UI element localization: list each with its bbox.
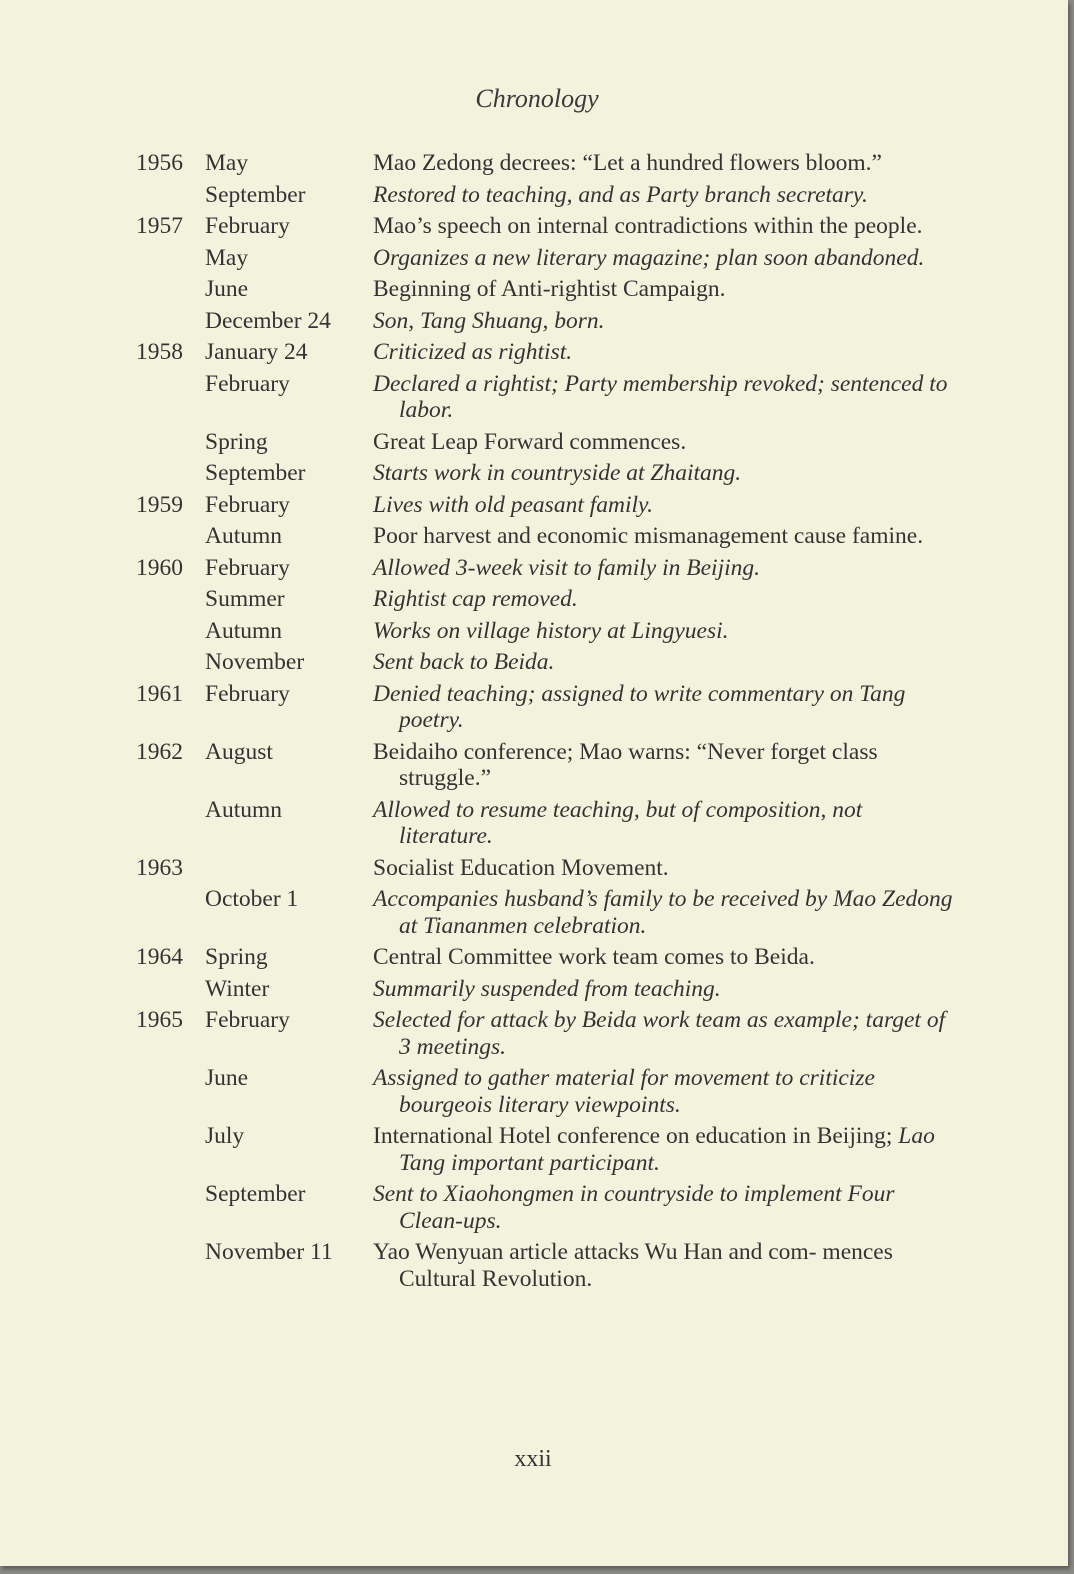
entry-event-text: Mao’s speech on internal contradictions within the people.	[373, 213, 923, 239]
entry-event-text: Denied teaching; assigned to write commentary on Tang poetry.	[373, 680, 906, 733]
entry-year: 1962	[136, 738, 183, 765]
entry-month: Autumn	[205, 523, 283, 549]
chronology-entry	[0, 681, 1000, 734]
entry-month: September	[205, 1181, 306, 1207]
entry-event-text: Mao Zedong decrees: “Let a hundred flowers bloom.”	[373, 150, 882, 176]
entry-event	[373, 182, 959, 209]
entry-month: Spring	[205, 428, 268, 455]
entry-event	[373, 1239, 959, 1292]
entry-event-text: Assigned to gather material for movement to criticize bourgeois literary viewpoints.	[373, 1065, 875, 1118]
entry-event	[373, 371, 959, 424]
entry-month: Autumn	[205, 796, 283, 823]
entry-event-text: Poor harvest and economic mismanagement cause famine.	[373, 523, 924, 549]
entry-event	[373, 1123, 959, 1176]
entry-event-text: Selected for attack by Beida work team as example; target of 3 meetings.	[373, 1007, 946, 1060]
entry-event	[373, 739, 959, 792]
entry-event	[373, 429, 959, 456]
chronology-entry	[0, 1239, 1000, 1292]
entry-event	[373, 797, 959, 850]
entry-event-text: Great Leap Forward commences.	[373, 428, 687, 455]
entry-year: 1964	[136, 944, 183, 970]
entry-event-text: Restored to teaching, and as Party branch secretary.	[373, 181, 868, 208]
entry-year: 1957	[136, 213, 183, 239]
entry-year: 1958	[136, 339, 183, 365]
chronology-entry	[0, 1123, 1000, 1176]
chronology-entry	[0, 429, 1000, 456]
entry-month: June	[205, 1065, 249, 1091]
entry-event-text: Central Committee work team comes to Beida.	[373, 944, 815, 970]
entry-event	[373, 523, 959, 550]
entry-month: February	[205, 1007, 290, 1033]
entry-month: February	[205, 680, 290, 707]
entry-event-text: Summarily suspended from teaching.	[373, 975, 721, 1002]
entry-event	[373, 276, 959, 303]
entry-event-text: Rightist cap removed.	[373, 586, 578, 612]
chronology-entry	[0, 213, 1000, 240]
entry-event-text: Declared a rightist; Party membership revoked; sentenced to labor.	[373, 370, 948, 423]
chronology-entry	[0, 460, 1000, 487]
entry-event	[373, 649, 959, 676]
entry-month: May	[205, 244, 249, 271]
entry-event	[373, 618, 959, 645]
entry-year: 1965	[136, 1007, 183, 1033]
chronology-entry	[0, 855, 1000, 882]
entry-year: 1963	[136, 854, 183, 881]
chronology-entry	[0, 739, 1000, 792]
entry-month: June	[205, 276, 249, 302]
entry-event	[373, 555, 959, 582]
entry-year: 1960	[136, 554, 183, 581]
entry-event	[373, 245, 959, 272]
chronology-entry	[0, 150, 1000, 177]
chronology-entry	[0, 886, 1000, 939]
entry-event	[373, 681, 959, 734]
entry-event-text: Criticized as rightist.	[373, 339, 573, 365]
entry-month: September	[205, 181, 306, 208]
entry-event	[373, 976, 959, 1003]
entry-month: Winter	[205, 975, 270, 1002]
chronology-entry	[0, 944, 1000, 971]
entry-event-text: Beidaiho conference; Mao warns: “Never forget class struggle.”	[373, 738, 878, 791]
entry-year: 1959	[136, 491, 183, 518]
entry-month: January 24	[205, 339, 308, 365]
entry-event-text: Works on village history at Lingyuesi.	[373, 617, 729, 644]
chronology-entry	[0, 245, 1000, 272]
entry-month: September	[205, 460, 306, 486]
chronology-entry	[0, 555, 1000, 582]
entry-event-text: Organizes a new literary magazine; plan soon abandoned.	[373, 244, 925, 271]
chronology-entry	[0, 523, 1000, 550]
entry-event	[373, 308, 959, 335]
chronology-entry	[0, 182, 1000, 209]
chronology-entry	[0, 276, 1000, 303]
chronology-entry	[0, 649, 1000, 676]
entry-event-text: Lives with old peasant family.	[373, 491, 654, 518]
entry-event	[373, 460, 959, 487]
entry-event	[373, 1065, 959, 1118]
chronology-list	[0, 150, 1000, 1297]
entry-month: Autumn	[205, 617, 283, 644]
entry-event	[373, 339, 959, 366]
entry-event-italic-text: Lao Tang important participant.	[399, 1123, 935, 1176]
entry-event-text: Socialist Education Movement.	[373, 854, 669, 881]
chronology-entry	[0, 339, 1000, 366]
chronology-entry	[0, 1181, 1000, 1234]
entry-event	[373, 150, 959, 177]
entry-event-text: Accompanies husband’s family to be received by Mao Zedong at Tiananmen celebration.	[373, 886, 953, 939]
entry-month: July	[205, 1123, 245, 1149]
entry-month: February	[205, 491, 290, 518]
entry-event	[373, 586, 959, 613]
entry-event	[373, 886, 959, 939]
entry-event	[373, 944, 959, 971]
page-number: xxii	[514, 1446, 552, 1472]
page-title: Chronology	[475, 84, 599, 113]
entry-event-text: Son, Tang Shuang, born.	[373, 307, 605, 334]
entry-month: February	[205, 213, 290, 239]
chronology-entry	[0, 1007, 1000, 1060]
entry-month: February	[205, 554, 290, 581]
entry-month: November	[205, 649, 305, 675]
entry-year: 1961	[136, 680, 183, 707]
chronology-entry	[0, 797, 1000, 850]
entry-event	[373, 213, 959, 240]
entry-event-text: Allowed to resume teaching, but of composition, not literature.	[373, 796, 863, 849]
entry-event-text: International Hotel conference on education in Beijing;	[373, 1123, 893, 1149]
entry-event	[373, 1181, 959, 1234]
entry-year: 1956	[136, 150, 183, 176]
entry-event-text: Yao Wenyuan article attacks Wu Han and com- mences Cultural Revolution.	[373, 1239, 893, 1292]
entry-month: August	[205, 738, 273, 765]
entry-event	[373, 492, 959, 519]
chronology-entry	[0, 308, 1000, 335]
entry-event	[373, 1007, 959, 1060]
entry-event-text: Sent back to Beida.	[373, 649, 555, 675]
entry-month: October 1	[205, 886, 299, 912]
chronology-entry	[0, 618, 1000, 645]
entry-month: November 11	[205, 1239, 333, 1265]
entry-event-text: Sent to Xiaohongmen in countryside to implement Four Clean-ups.	[373, 1181, 895, 1234]
entry-event-text: Beginning of Anti-rightist Campaign.	[373, 276, 726, 302]
entry-event-text: Allowed 3-week visit to family in Beijing.	[373, 554, 761, 581]
chronology-entry	[0, 371, 1000, 424]
entry-month: December 24	[205, 307, 331, 334]
chronology-entry	[0, 976, 1000, 1003]
chronology-entry	[0, 586, 1000, 613]
entry-month: February	[205, 370, 290, 397]
entry-month: Spring	[205, 944, 268, 970]
chronology-entry	[0, 492, 1000, 519]
entry-event-text: Starts work in countryside at Zhaitang.	[373, 460, 742, 486]
entry-event	[373, 855, 959, 882]
entry-month: May	[205, 150, 249, 176]
entry-month: Summer	[205, 586, 285, 612]
chronology-entry	[0, 1065, 1000, 1118]
